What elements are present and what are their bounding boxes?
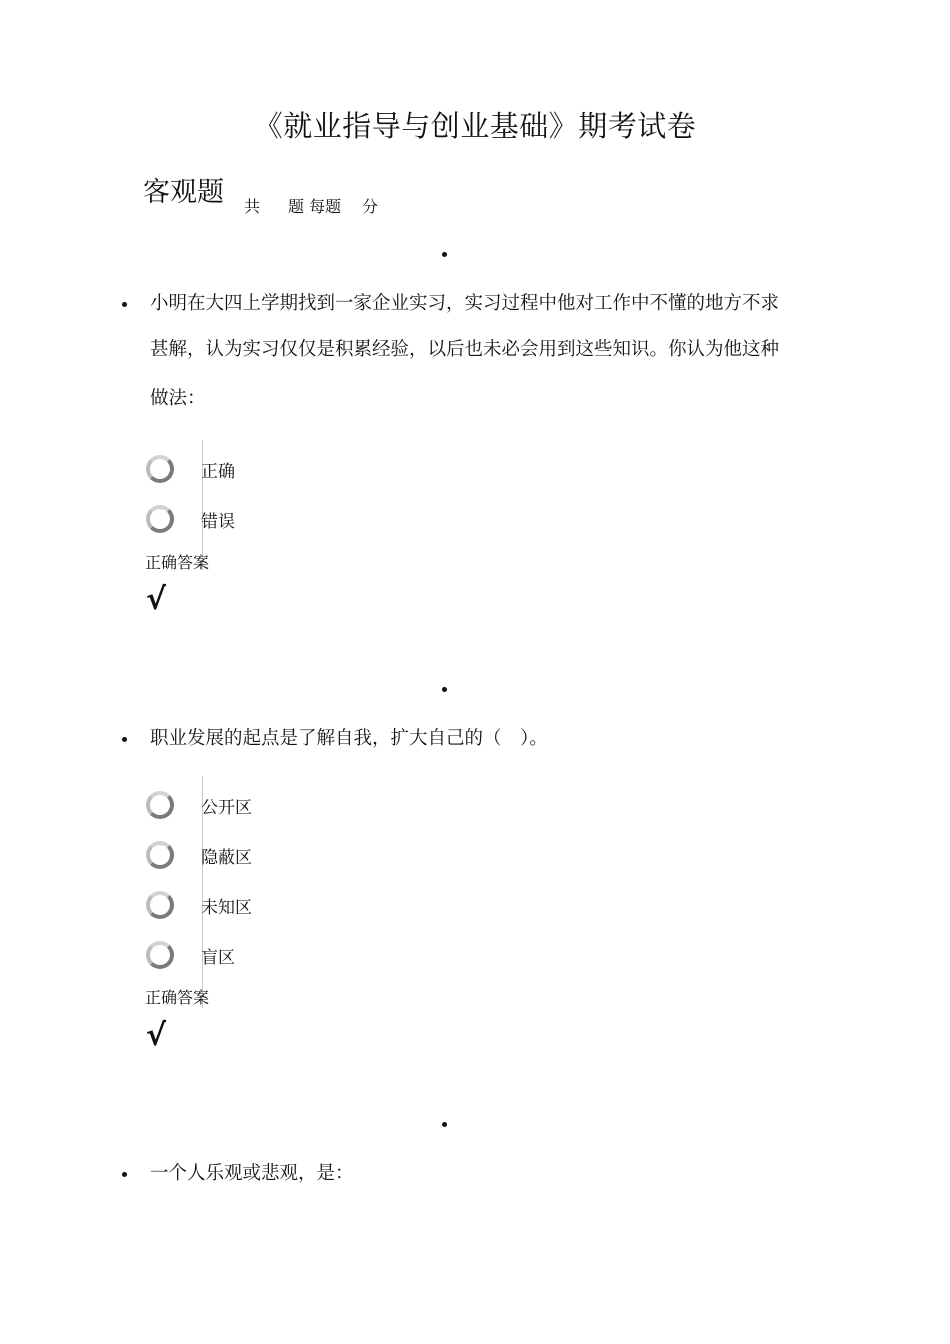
- option-label[interactable]: 正确: [201, 462, 235, 482]
- question-1-line-1: 小明在大四上学期找到一家企业实习，实习过程中他对工作中不懂的地方不求: [150, 293, 780, 314]
- radio-button-icon[interactable]: [146, 841, 174, 869]
- radio-button-icon[interactable]: [146, 791, 174, 819]
- separator-dot: [442, 1122, 447, 1127]
- option-label[interactable]: 未知区: [201, 898, 252, 918]
- radio-button-icon[interactable]: [146, 505, 174, 533]
- exam-title: 《就业指导与创业基础》期考试卷: [253, 109, 697, 143]
- question-bullet: [122, 302, 127, 307]
- question-3-line-1: 一个人乐观或悲观，是：: [150, 1163, 354, 1184]
- option-label[interactable]: 隐蔽区: [201, 848, 252, 868]
- radio-button-icon[interactable]: [146, 455, 174, 483]
- option-label[interactable]: 错误: [201, 512, 235, 532]
- separator-dot: [442, 252, 447, 257]
- question-1-line-3: 做法：: [150, 388, 206, 409]
- option-label[interactable]: 公开区: [201, 798, 252, 818]
- section-meta-total: 共: [244, 197, 261, 216]
- section-meta-per: 题 每题: [288, 197, 342, 216]
- section-meta-points: 分: [362, 197, 379, 216]
- radio-button-icon[interactable]: [146, 941, 174, 969]
- section-title: 客观题: [143, 177, 224, 208]
- question-2-line-1: 职业发展的起点是了解自我，扩大自己的（ ）。: [150, 728, 548, 749]
- question-1-checkmark-icon: √: [146, 582, 167, 617]
- question-bullet: [122, 1172, 127, 1177]
- question-1-answer-label: 正确答案: [145, 553, 210, 572]
- question-bullet: [122, 737, 127, 742]
- radio-button-icon[interactable]: [146, 891, 174, 919]
- question-1-line-2: 甚解，认为实习仅仅是积累经验，以后也未必会用到这些知识。你认为他这种: [150, 339, 780, 360]
- option-label[interactable]: 盲区: [201, 948, 235, 968]
- question-2-answer-label: 正确答案: [145, 988, 210, 1007]
- separator-dot: [442, 687, 447, 692]
- question-2-checkmark-icon: √: [146, 1018, 167, 1053]
